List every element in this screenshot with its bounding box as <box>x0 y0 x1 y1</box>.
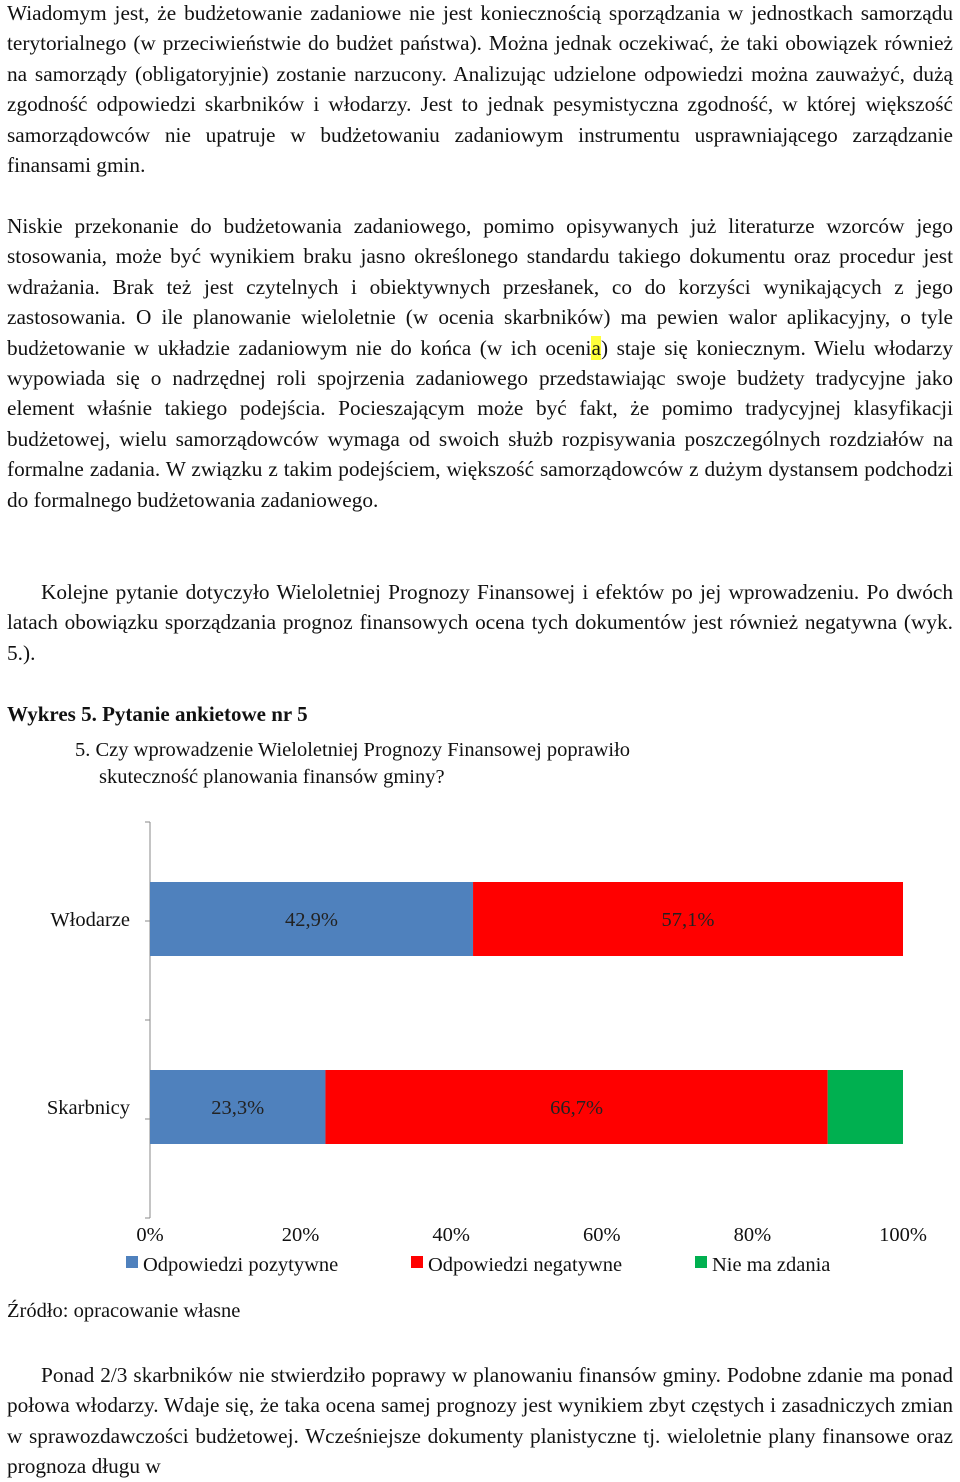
category-label: Włodarze <box>50 909 130 931</box>
bar-segment <box>828 1070 903 1144</box>
data-label: 23,3% <box>211 1097 265 1119</box>
x-tick-label: 20% <box>281 1224 320 1246</box>
paragraph-3: Kolejne pytanie dotyczyło Wieloletniej Prognozy Finansowej i efektów po jej wprowadzeniu. Po dwóch latach obowiązku sporządzania prognoz finansowych ocena tych dokumentów jest również negatywna (wyk. 5.). <box>7 580 953 665</box>
x-tick-label: 60% <box>583 1224 621 1246</box>
paragraph-1: Wiadomym jest, że budżetowanie zadaniowe nie jest koniecznością sporządzania w jednostkach samorządu terytorialnego (w przeciwieństwie do budżet państwa). Można jednak oczekiwać, że taki obowiązek również na samorządy (obligatoryjnie) zostanie narzucony. Analizując udzielone odpowiedzi można zauważyć, dużą zgodność odpowiedzi skarbników i włodarzy. Jest to jednak pesymistyczna zgodność, w której większość samorządowców nie upatruje w budżetowaniu zadaniowym instrumentu usprawniającego zarządzanie finansami gmin. <box>7 1 953 178</box>
legend-label: Odpowiedzi pozytywne <box>143 1254 339 1276</box>
question-line-1: 5. Czy wprowadzenie Wieloletniej Prognozy Finansowej poprawiło <box>75 739 631 761</box>
paragraph-2-text-b: ) staje się koniecznym. Wielu włodarzy wypowiada się o nadrzędnej roli spojrzenia zadaniowego przedstawiając swoje budżety tradycyjne jako element właśnie takiego podejścia. Pocieszającym może być fakt, że pomimo tradycyjnej klasyfikacji budżetowej, wielu samorządowców wymaga od swoich służb rozpisywania poszczególnych rozdziałów na formalne zadania. W związku z takim podejściem, większość samorządowców z dużym dystansem podchodzi do formalnego budżetowania zadaniowego. <box>7 335 953 512</box>
x-tick-label: 80% <box>733 1224 772 1246</box>
figure-title: Wykres 5. Pytanie ankietowe nr 5 <box>7 702 308 726</box>
paragraph-2 <box>7 211 953 515</box>
legend-swatch <box>695 1256 707 1268</box>
data-label: 66,7% <box>550 1097 604 1119</box>
data-label: 42,9% <box>285 909 338 931</box>
paragraph-2-text-a: Niskie przekonanie do budżetowania zadaniowego, pomimo opisywanych już literaturze wzorców jego stosowania, może być wynikiem braku jasno określonego standardu takiego dokumentu oraz procedur jest wdrażania. Brak też jest czytelnych i obiektywnych przesłanek, co do korzyści wynikających z jego zastosowania. O ile planowanie wieloletnie (w ocenia skarbników) ma pewien walor aplikacyjny, o tyle budżetowanie w układzie zadaniowym nie do końca (w ich oceni <box>7 214 953 360</box>
question-line-2: skuteczność planowania finansów gminy? <box>99 766 445 788</box>
x-tick-label: 0% <box>136 1224 164 1246</box>
legend-label: Nie ma zdania <box>712 1254 831 1276</box>
category-label: Skarbnicy <box>46 1097 130 1119</box>
x-tick-label: 100% <box>879 1224 927 1246</box>
source-note: Źródło: opracowanie własne <box>7 1300 241 1322</box>
highlighted-letter: a <box>591 335 601 360</box>
paragraph-4: Ponad 2/3 skarbników nie stwierdziło poprawy w planowaniu finansów gminy. Podobne zdanie ma ponad połowa włodarzy. Wdaje się, że taka ocena samej prognozy jest wynikiem zbyt częstych i zasadniczych zmian w sprawozdawczości budżetowej. Wcześniejsze dokumenty planistyczne tj. wieloletnie plany finansowe oraz prognoza długu w <box>7 1363 953 1479</box>
legend-swatch <box>126 1256 138 1268</box>
legend-swatch <box>411 1256 423 1268</box>
chart-question <box>75 737 835 791</box>
data-label: 57,1% <box>661 909 715 931</box>
stacked-bar-chart <box>0 800 960 1295</box>
x-tick-label: 40% <box>432 1224 470 1246</box>
legend-label: Odpowiedzi negatywne <box>428 1254 623 1276</box>
